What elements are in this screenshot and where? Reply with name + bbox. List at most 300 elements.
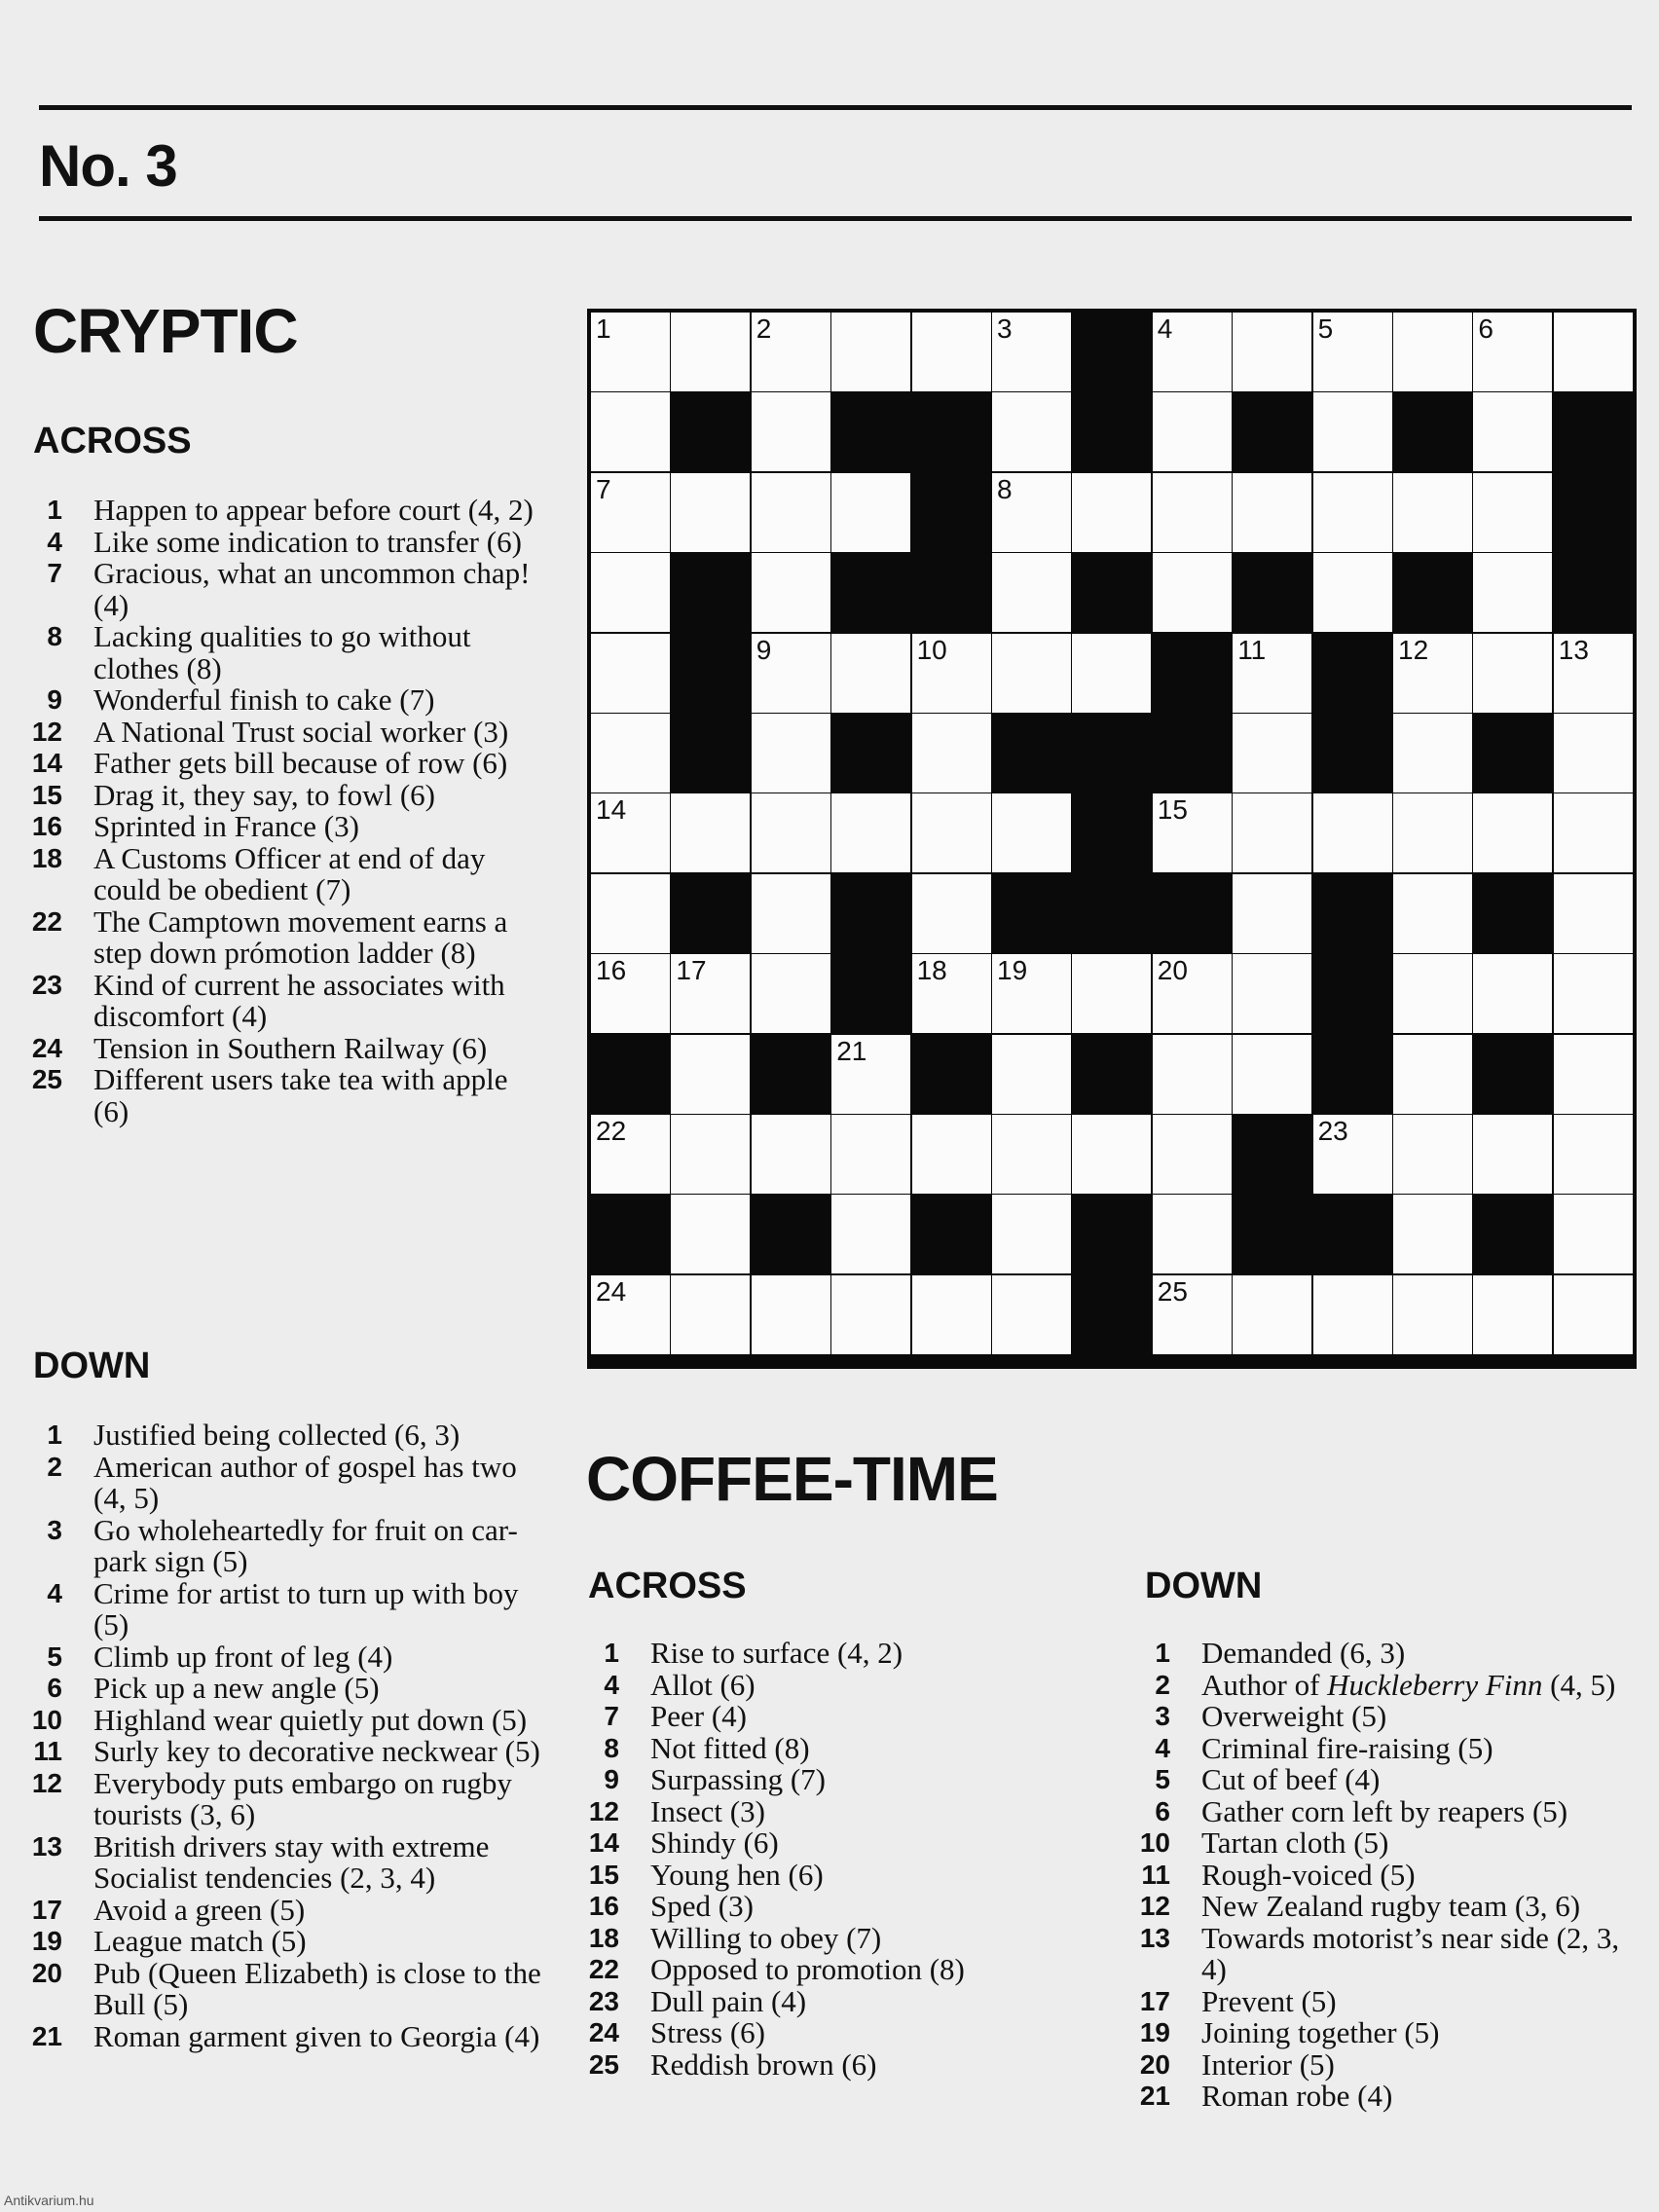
clue-text: Overweight (5) (1201, 1699, 1387, 1733)
cryptic-across-list (27, 495, 534, 1127)
clue-text: Opposed to promotion (8) (650, 1952, 965, 1986)
cell-number: 11 (1237, 634, 1267, 665)
clue-item (1135, 1764, 1632, 1796)
cell-number: 4 (1157, 313, 1173, 344)
grid-cell[interactable] (912, 954, 991, 1033)
clue-text: Go wholeheartedly for fruit on car-park sign (5) (93, 1512, 518, 1578)
grid-cell[interactable] (591, 392, 670, 471)
cell-number: 14 (596, 794, 627, 826)
grid-cell[interactable] (1153, 313, 1232, 391)
grid-cell[interactable] (1233, 793, 1311, 872)
crossword-grid[interactable] (587, 309, 1637, 1369)
clue-number: 16 (588, 1891, 619, 1921)
grid-cell[interactable] (752, 313, 830, 391)
clue-text: A National Trust social worker (3) (93, 714, 509, 749)
clue-item (27, 1892, 541, 1927)
grid-cell[interactable] (831, 313, 910, 391)
grid-cell[interactable] (1153, 553, 1232, 632)
grid-cell[interactable] (591, 553, 670, 632)
grid-cell[interactable] (591, 1115, 670, 1194)
clue-text: Author of Huckleberry Finn (4, 5) (1201, 1667, 1616, 1702)
grid-cell[interactable] (752, 874, 830, 953)
grid-cell[interactable] (831, 1115, 910, 1194)
clue-number: 9 (47, 684, 62, 715)
coffee-time-title: COFFEE-TIME (586, 1444, 998, 1514)
clue-item (584, 1638, 1129, 1670)
clue-item (27, 1030, 534, 1065)
grid-cell[interactable] (1072, 473, 1151, 552)
clue-number: 3 (47, 1514, 62, 1545)
grid-cell[interactable] (1473, 954, 1552, 1033)
clue-number: 12 (31, 716, 62, 747)
clue-item (27, 2018, 541, 2053)
clue-number: 24 (31, 1032, 62, 1063)
clue-item (27, 1449, 541, 1515)
grid-cell[interactable] (992, 392, 1071, 471)
cell-number: 1 (596, 313, 611, 344)
clue-item (27, 1641, 541, 1674)
clue-text: American author of gospel has two (4, 5) (93, 1449, 517, 1515)
cell-number: 21 (836, 1035, 867, 1066)
grid-cell[interactable] (1393, 954, 1472, 1033)
grid-cell[interactable] (1233, 874, 1311, 953)
clue-item (1135, 1730, 1632, 1765)
cell-number: 24 (596, 1275, 627, 1307)
coffee-down-heading: DOWN (1145, 1566, 1263, 1606)
clue-number: 14 (588, 1827, 619, 1858)
clue-text: Peer (4) (650, 1699, 747, 1733)
grid-cell[interactable] (1153, 793, 1232, 872)
clue-text: British drivers stay with extreme Socialist tendencies (2, 3, 4) (93, 1828, 490, 1895)
clue-number: 12 (1139, 1891, 1170, 1921)
clue-number: 16 (31, 811, 62, 841)
clue-text: A Customs Officer at end of day could be obedient (7) (93, 840, 486, 906)
grid-cell[interactable] (1153, 1035, 1232, 1114)
grid-cell[interactable] (752, 473, 830, 552)
clue-number: 22 (31, 905, 62, 937)
grid-cell[interactable] (671, 1195, 750, 1273)
clue-text: Sprinted in France (3) (93, 809, 359, 843)
clue-item (1135, 1827, 1632, 1860)
clue-number: 6 (47, 1673, 62, 1703)
clue-item (27, 558, 534, 621)
grid-cell[interactable] (1233, 1035, 1311, 1114)
clue-text: Insect (3) (650, 1793, 765, 1828)
clue-item (27, 1064, 534, 1127)
coffee-across-list (584, 1638, 1129, 2081)
clue-number: 14 (31, 748, 62, 778)
clue-number: 8 (604, 1732, 619, 1763)
grid-cell[interactable] (1393, 714, 1472, 793)
clue-text: Pub (Queen Elizabeth) is close to the Bull (5) (93, 1955, 541, 2021)
cell-number: 5 (1317, 313, 1334, 344)
clue-item (27, 1512, 541, 1578)
grid-cell[interactable] (1313, 1115, 1392, 1194)
grid-cell[interactable] (1473, 1275, 1552, 1354)
clue-number: 1 (604, 1638, 619, 1668)
clue-text: Reddish brown (6) (650, 2046, 877, 2082)
clue-item (584, 2017, 1129, 2049)
grid-cell[interactable] (752, 793, 830, 872)
grid-cell[interactable] (591, 1275, 670, 1354)
grid-cell[interactable] (1313, 553, 1392, 632)
coffee-down-list (1135, 1638, 1632, 2113)
grid-cell[interactable] (992, 634, 1071, 713)
clue-text: Surpassing (7) (650, 1762, 826, 1796)
grid-cell[interactable] (591, 954, 670, 1033)
grid-cell[interactable] (992, 473, 1071, 552)
grid-cell[interactable] (1554, 714, 1633, 793)
cell-number: 25 (1157, 1275, 1188, 1307)
clue-item (584, 2046, 1129, 2082)
grid-cell[interactable] (1153, 1195, 1232, 1273)
grid-cell[interactable] (1554, 634, 1633, 713)
puzzle-number: No. 3 (39, 133, 177, 199)
grid-cell[interactable] (671, 473, 750, 552)
clue-text: Roman garment given to Georgia (4) (93, 2018, 540, 2053)
grid-cell[interactable] (1393, 874, 1472, 953)
clue-text: Avoid a green (5) (93, 1892, 306, 1927)
clue-number: 19 (31, 1926, 62, 1956)
clue-item (27, 811, 534, 843)
clue-number: 23 (588, 1985, 619, 2016)
clue-number: 1 (1155, 1638, 1170, 1668)
clue-text: Joining together (5) (1201, 2015, 1440, 2049)
clue-number: 23 (31, 969, 62, 1000)
grid-cell[interactable] (1233, 714, 1311, 793)
grid-cell[interactable] (912, 313, 991, 391)
cell-number: 10 (916, 634, 947, 665)
clue-text: The Camptown movement earns a step down prómotion ladder (8) (93, 903, 508, 970)
clue-item (584, 1764, 1129, 1796)
grid-cell[interactable] (1554, 874, 1633, 953)
clue-item (584, 1827, 1129, 1860)
grid-cell[interactable] (671, 954, 750, 1033)
cell-number: 2 (756, 313, 772, 344)
grid-cell[interactable] (1153, 1275, 1232, 1354)
clue-number: 15 (588, 1859, 619, 1890)
grid-cell[interactable] (992, 313, 1071, 391)
grid-cell[interactable] (1153, 473, 1232, 552)
grid-cell[interactable] (671, 1035, 750, 1114)
clue-item (584, 1730, 1129, 1765)
clue-text: Towards motorist’s near side (2, 3, 4) (1201, 1920, 1620, 1986)
grid-cell[interactable] (831, 793, 910, 872)
clue-text: Shindy (6) (650, 1825, 779, 1860)
clue-text: Not fitted (8) (650, 1730, 810, 1765)
grid-cell[interactable] (1554, 1115, 1633, 1194)
grid-cell[interactable] (1473, 392, 1552, 471)
grid-cell[interactable] (591, 874, 670, 953)
grid-cell[interactable] (1393, 1275, 1472, 1354)
cryptic-title: CRYPTIC (33, 296, 298, 366)
clue-item (584, 1920, 1129, 1955)
grid-cell[interactable] (992, 954, 1071, 1033)
clue-item (27, 1419, 541, 1452)
cell-number: 20 (1157, 955, 1188, 986)
cell-number: 23 (1317, 1116, 1348, 1146)
clue-item (27, 714, 534, 749)
grid-cell[interactable] (992, 1115, 1071, 1194)
clue-text: Different users take tea with apple (6) (93, 1062, 508, 1128)
clue-item (27, 524, 534, 559)
clue-text: Happen to appear before court (4, 2) (93, 493, 534, 527)
clue-text: Stress (6) (650, 2015, 765, 2049)
clue-number: 5 (47, 1641, 62, 1672)
grid-cell[interactable] (1554, 793, 1633, 872)
clue-text: Cut of beef (4) (1201, 1762, 1381, 1796)
clue-item (1135, 1891, 1632, 1923)
grid-cell[interactable] (912, 1115, 991, 1194)
grid-cell[interactable] (912, 793, 991, 872)
clue-item (27, 1828, 541, 1895)
clue-number: 18 (588, 1922, 619, 1953)
grid-cell[interactable] (831, 1035, 910, 1114)
clue-text: Justified being collected (6, 3) (93, 1418, 461, 1452)
clue-text: Crime for artist to turn up with boy (5) (93, 1575, 519, 1641)
grid-cell[interactable] (1393, 1115, 1472, 1194)
grid-cell[interactable] (1473, 553, 1552, 632)
clue-number: 3 (1155, 1701, 1170, 1731)
clue-item (27, 903, 534, 970)
grid-cell[interactable] (1393, 473, 1472, 552)
clue-item (584, 1667, 1129, 1702)
clue-text: Like some indication to transfer (6) (93, 524, 522, 559)
clue-number: 25 (588, 2048, 619, 2080)
grid-cell[interactable] (591, 714, 670, 793)
clue-item (1135, 1701, 1632, 1733)
grid-cell[interactable] (671, 1275, 750, 1354)
clue-number: 17 (1139, 1985, 1170, 2016)
grid-cell[interactable] (1554, 1275, 1633, 1354)
grid-cell[interactable] (1072, 634, 1151, 713)
clue-number: 4 (47, 1577, 62, 1608)
clue-item (1135, 1638, 1632, 1670)
clue-item (27, 1575, 541, 1641)
clue-number: 13 (31, 1830, 62, 1862)
grid-cell[interactable] (752, 634, 830, 713)
clue-number: 20 (1139, 2048, 1170, 2080)
grid-cell[interactable] (1393, 793, 1472, 872)
clue-number: 18 (31, 842, 62, 873)
grid-cell[interactable] (831, 473, 910, 552)
clue-number: 5 (1155, 1764, 1170, 1794)
clue-text: Highland wear quietly put down (5) (93, 1702, 528, 1737)
clue-number: 10 (1139, 1827, 1170, 1858)
clue-item (27, 1955, 541, 2021)
clue-number: 21 (1139, 2081, 1170, 2111)
grid-cell[interactable] (1233, 634, 1311, 713)
grid-cell[interactable] (1393, 313, 1472, 391)
grid-cell[interactable] (831, 1275, 910, 1354)
clue-number: 15 (31, 779, 62, 810)
clue-number: 2 (1155, 1669, 1170, 1700)
grid-cell[interactable] (1153, 392, 1232, 471)
grid-cell[interactable] (1153, 954, 1232, 1033)
grid-cell[interactable] (1473, 793, 1552, 872)
clue-item (27, 840, 534, 906)
grid-cell[interactable] (1393, 1035, 1472, 1114)
grid-cell[interactable] (1473, 1115, 1552, 1194)
cell-number: 16 (596, 955, 627, 986)
cell-number: 12 (1398, 634, 1429, 665)
grid-cell[interactable] (1393, 1195, 1472, 1273)
clue-item (584, 1983, 1129, 2018)
grid-cell[interactable] (1554, 954, 1633, 1033)
grid-cell[interactable] (992, 1195, 1071, 1273)
grid-cell[interactable] (992, 1275, 1071, 1354)
clue-text: Gracious, what an uncommon chap! (4) (93, 556, 531, 622)
grid-cell[interactable] (1313, 313, 1392, 391)
grid-cell[interactable] (1554, 1035, 1633, 1114)
clue-text: Criminal fire-raising (5) (1201, 1730, 1493, 1765)
clue-number: 7 (604, 1701, 619, 1731)
clue-text: Father gets bill because of row (6) (93, 746, 508, 780)
grid-cell[interactable] (1233, 473, 1311, 552)
cell-number: 15 (1157, 794, 1188, 826)
clue-text: Climb up front of leg (4) (93, 1639, 393, 1674)
grid-cell[interactable] (912, 714, 991, 793)
grid-cell[interactable] (1233, 1275, 1311, 1354)
clue-text: Allot (6) (650, 1667, 756, 1702)
clue-text: Gather corn left by reapers (5) (1201, 1793, 1568, 1828)
header-rule (39, 216, 1632, 221)
grid-cell[interactable] (671, 313, 750, 391)
grid-cell[interactable] (1072, 1115, 1151, 1194)
grid-cell[interactable] (1473, 634, 1552, 713)
grid-cell[interactable] (1313, 1275, 1392, 1354)
cell-number: 7 (596, 473, 611, 504)
clue-item (584, 1701, 1129, 1733)
clue-number: 24 (588, 2017, 619, 2047)
grid-cell[interactable] (1554, 313, 1633, 391)
clue-item (1135, 2017, 1632, 2049)
grid-cell[interactable] (752, 1115, 830, 1194)
clue-number: 2 (47, 1451, 62, 1482)
clue-number: 11 (33, 1736, 62, 1766)
clue-item (27, 777, 534, 812)
clue-number: 4 (47, 526, 62, 557)
cryptic-across-heading: ACROSS (33, 421, 192, 461)
clue-item (1135, 1793, 1632, 1828)
grid-cell[interactable] (591, 793, 670, 872)
grid-cell[interactable] (1313, 392, 1392, 471)
clue-number: 17 (31, 1894, 62, 1925)
clue-item (1135, 2046, 1632, 2082)
grid-cell[interactable] (1072, 954, 1151, 1033)
grid-cell[interactable] (1313, 473, 1392, 552)
clue-text: Demanded (6, 3) (1201, 1636, 1406, 1670)
grid-cell[interactable] (752, 954, 830, 1033)
clue-text: Kind of current he associates with discomfort (4) (93, 967, 505, 1033)
clue-item (1135, 2081, 1632, 2113)
clue-text: Rise to surface (4, 2) (650, 1636, 903, 1670)
clue-number: 25 (31, 1064, 62, 1094)
cell-number: 19 (997, 955, 1028, 986)
grid-cell[interactable] (671, 1115, 750, 1194)
grid-cell[interactable] (1473, 473, 1552, 552)
grid-cell[interactable] (1393, 634, 1472, 713)
grid-cell[interactable] (671, 793, 750, 872)
grid-cell[interactable] (1473, 313, 1552, 391)
clue-text: Sped (3) (650, 1889, 754, 1923)
clue-number: 13 (1139, 1922, 1170, 1953)
grid-cell[interactable] (591, 313, 670, 391)
clue-text: Tension in Southern Railway (6) (93, 1030, 488, 1065)
clue-text: Willing to obey (7) (650, 1920, 882, 1955)
clue-item (27, 1673, 541, 1705)
grid-cell[interactable] (912, 1275, 991, 1354)
cell-number: 18 (916, 955, 947, 986)
clue-number: 8 (47, 621, 62, 651)
grid-cell[interactable] (831, 1195, 910, 1273)
clue-item (1135, 1983, 1632, 2018)
clue-item (584, 1954, 1129, 1986)
grid-cell[interactable] (1554, 1195, 1633, 1273)
grid-cell[interactable] (1233, 954, 1311, 1033)
clue-text: Dull pain (4) (650, 1983, 807, 2018)
cell-number: 9 (756, 634, 772, 665)
grid-cell[interactable] (912, 634, 991, 713)
grid-cell[interactable] (912, 874, 991, 953)
grid-cell[interactable] (1313, 793, 1392, 872)
clue-text: Everybody puts embargo on rugby tourists (3, 6) (93, 1765, 512, 1831)
clue-text: Rough-voiced (5) (1201, 1857, 1416, 1892)
clue-text: Roman robe (4) (1201, 2079, 1393, 2113)
clue-number: 21 (31, 2020, 62, 2051)
grid-cell[interactable] (992, 553, 1071, 632)
clue-item (584, 1891, 1129, 1923)
clue-number: 22 (588, 1954, 619, 1984)
grid-cell[interactable] (992, 793, 1071, 872)
cryptic-down-heading: DOWN (33, 1346, 151, 1386)
grid-cell[interactable] (992, 1035, 1071, 1114)
clue-number: 12 (31, 1767, 62, 1798)
clue-number: 7 (47, 558, 62, 588)
grid-cell[interactable] (1233, 313, 1311, 391)
clue-text: Surly key to decorative neckwear (5) (93, 1734, 540, 1768)
cell-number: 3 (997, 313, 1013, 344)
clue-number: 20 (31, 1957, 62, 1988)
clue-number: 19 (1139, 2017, 1170, 2047)
grid-cell[interactable] (591, 634, 670, 713)
cell-number: 17 (676, 955, 707, 986)
clue-text: Young hen (6) (650, 1857, 824, 1892)
clue-text: League match (5) (93, 1924, 307, 1958)
clue-item (27, 495, 534, 527)
clue-item (27, 1702, 541, 1737)
grid-cell[interactable] (1153, 1115, 1232, 1194)
grid-cell[interactable] (752, 714, 830, 793)
clue-text: Tartan cloth (5) (1201, 1825, 1389, 1860)
grid-cell[interactable] (752, 392, 830, 471)
cell-number: 6 (1478, 313, 1493, 344)
clue-number: 1 (47, 1419, 62, 1450)
grid-cell[interactable] (752, 553, 830, 632)
clue-item (584, 1857, 1129, 1892)
clue-text: Drag it, they say, to fowl (6) (93, 777, 435, 812)
clue-item (27, 621, 534, 684)
clue-item (27, 684, 534, 717)
clue-item (1135, 1857, 1632, 1892)
clue-text: Prevent (5) (1201, 1983, 1337, 2018)
coffee-across-heading: ACROSS (588, 1566, 747, 1606)
grid-cell[interactable] (591, 473, 670, 552)
grid-cell[interactable] (831, 634, 910, 713)
clue-text: Interior (5) (1201, 2046, 1335, 2082)
grid-cell[interactable] (752, 1275, 830, 1354)
clue-item (27, 1765, 541, 1831)
